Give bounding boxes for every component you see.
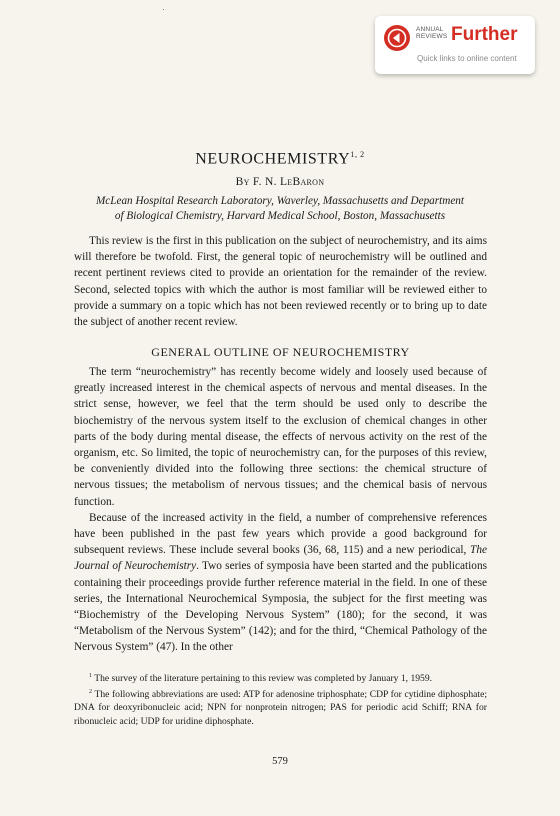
page-number: 579 <box>272 756 288 767</box>
footnote-1: $^1$ The survey of the literature pertaining to this review was completed by January 1, 1959. <box>89 673 433 685</box>
annual-reviews-further-badge[interactable] <box>375 16 535 74</box>
intro-text <box>74 233 487 330</box>
footnotes <box>74 670 487 728</box>
footnote-2: $^2$ The following abbreviations are used: ATP for adenosine triphosphate; CDP for cytidine diphosphate; DNA for deoxyribonucleic acid; NPN for nonprotein nitrogen; PAS for periodic acid Schiff; RNA for ribonucleic acid; UDP for uridine diphosphate. <box>74 688 487 727</box>
further-logo-icon <box>384 25 410 51</box>
article-title: NEUROCHEMISTRY$^{1, 2}$ <box>195 150 365 168</box>
intro-paragraph: This review is the first in this publication on the subject of neurochemistry, and its aims will therefore be twofold. First, the general topic of neurochemistry will be outlined and recent pertinent reviews cited to provide an orientation for the remainder of the review. Second, selected topics with which the author is most familiar will be reviewed either to provide a summary on a topic which has not been reviewed recently or to bring up to date the subject of another recent review. <box>74 235 487 329</box>
author-byline: By F. N. LeBaron <box>235 176 325 188</box>
body-paragraph: The term “neurochemistry” has recently become widely and loosely used because of greatly increased interest in the chemical aspects of nervous and mental diseases. In the strict sense, however, we feel that the term should be used only to describe the biochemistry of the nervous system itself to the exclusion of chemical changes in other parts of the body during mental disease, the effects of nervous activity on the rest of the organism, etc. So limited, the topic of neurochemistry can, for the purposes of this review, be conveniently divided into the following three sections: the chemical structure of nervous tissues; the metabolism of nervous tissues; and the chemical basis of nervous function. <box>74 366 487 508</box>
badge-annual-reviews-label: ANNUAL REVIEWS <box>416 26 448 40</box>
scan-speck <box>163 9 164 10</box>
section-heading: GENERAL OUTLINE OF NEUROCHEMISTRY <box>151 345 410 359</box>
section-body <box>74 364 487 656</box>
author-affiliation <box>70 194 490 224</box>
badge-quick-links-label: Quick links to online content <box>417 54 517 63</box>
journal-title: The Journal of Neurochemistry <box>74 544 487 573</box>
affiliation-line: McLean Hospital Research Laboratory, Waverley, Massachusetts and Department <box>95 195 464 207</box>
title-footnote-marks: 1, 2 <box>350 150 365 159</box>
body-paragraph: Because of the increased activity in the field, a number of comprehensive references have been published in the past few years which provide a good background for subsequent reviews. These include several books (36, 68, 115) and a new periodical, The Journal of Neurochemistry. Two series of symposia have been started and the publications containing their proceedings provide further reference material in the field. In one of these series, the International Neurochemical Symposia, the subject for the first meeting was “Biochemistry of the Developing Nervous System” (180); for the second, it was “Metabolism of the Nervous System” (142); and for the third, “Chemical Pathology of the Nervous System” (47). In the other <box>74 511 487 654</box>
affiliation-line: of Biological Chemistry, Harvard Medical School, Boston, Massachusetts <box>114 210 446 222</box>
badge-further-label: Further <box>451 24 518 45</box>
